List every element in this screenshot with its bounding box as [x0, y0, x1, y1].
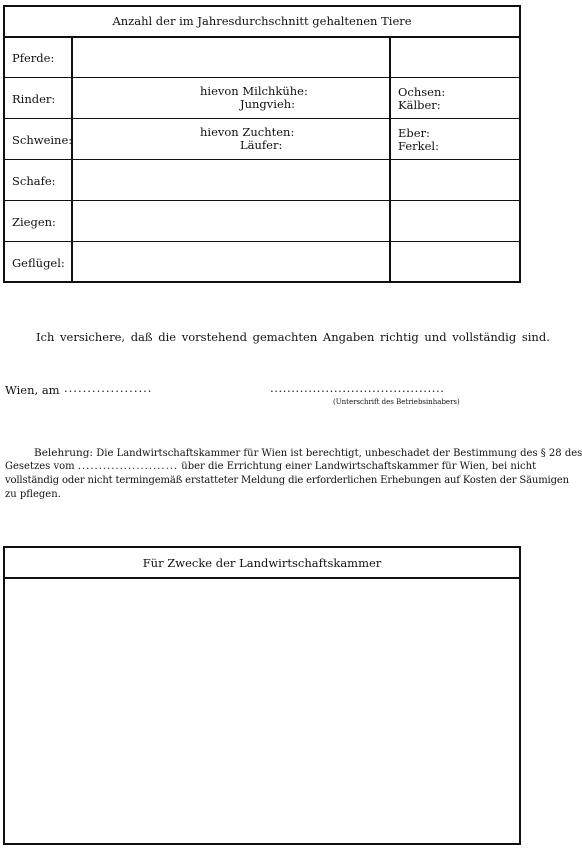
instruction-line3: vollständig oder nicht termingemäß erstatteter Meldung die erforderlichen Erhebungen auf Kosten der Säumigen — [5, 475, 569, 486]
instruction-line2-a: Gesetzes vom — [5, 461, 75, 472]
row-label-rinder: Rinder: — [12, 92, 56, 106]
date-field[interactable]: ................... — [64, 381, 153, 395]
instruction-lead: Belehrung: — [34, 447, 94, 459]
row-label-schafe: Schafe: — [12, 174, 56, 188]
table-title: Anzahl der im Jahresdurchschnitt gehaltenen Tiere — [112, 14, 412, 28]
office-box-title: Für Zwecke der Landwirtschaftskammer — [142, 556, 382, 570]
signature-field[interactable]: ......................................... — [270, 381, 445, 395]
row-label-gefluegel: Geflügel: — [12, 256, 65, 270]
declaration-text: Ich versichere, daß die vorstehend gemachten Angaben richtig und vollständig sind. — [36, 330, 550, 344]
signature-caption: (Unterschrift des Betriebsinhabers) — [333, 398, 460, 406]
schweine-ferkel-label: Ferkel: — [398, 139, 439, 153]
instruction-line2-b: über die Errichtung einer Landwirtschaftskammer für Wien, bei nicht — [181, 461, 537, 472]
rinder-kaelber-label: Kälber: — [398, 98, 441, 112]
schweine-laeufer-label: Läufer: — [240, 138, 283, 152]
office-box-area — [6, 580, 518, 842]
row-label-pferde: Pferde: — [12, 51, 55, 65]
rinder-milchkuehe-label: hievon Milchkühe: — [200, 84, 308, 98]
row-label-ziegen: Ziegen: — [12, 215, 56, 229]
place-date-label: Wien, am — [5, 383, 60, 397]
schweine-zuchten-label: hievon Zuchten: — [200, 125, 295, 139]
row-label-schweine: Schweine: — [12, 133, 73, 147]
law-date-field[interactable]: ........................ — [77, 461, 179, 472]
instruction-line4: zu pflegen. — [5, 489, 61, 500]
schweine-eber-label: Eber: — [398, 126, 430, 140]
instruction-line1: Die Landwirtschaftskammer für Wien ist berechtigt, unbeschadet der Bestimmung des § 28 des — [96, 448, 582, 459]
rinder-ochsen-label: Ochsen: — [398, 85, 446, 99]
rinder-jungvieh-label: Jungvieh: — [240, 97, 296, 111]
